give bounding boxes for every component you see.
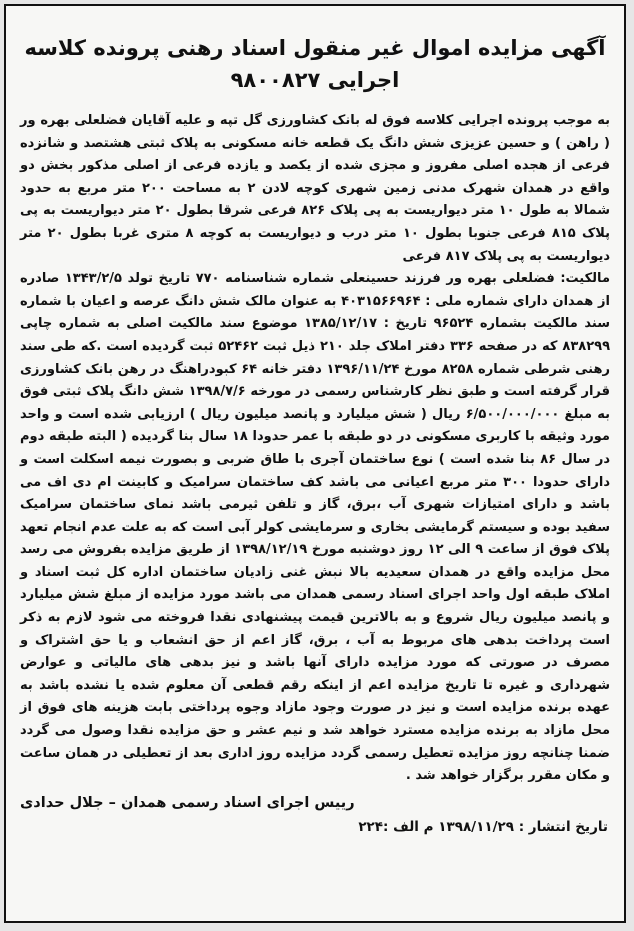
notice-paragraph-property: به موجب پرونده اجرایی کلاسه فوق له بانک کشاورزی گل تپه و علیه آقایان فضلعلی بهره ور ( راهن ) و حسین عزیزی شش دانگ یک قطعه خانه مسکونی به پلاک ثبتی هشتصد و شانزده فرعی از هجده اصلی مفروز و مجزی شده از یکصد و یازده فرعی از اصلی مذکور بخش دو واقع در همدان شهرک مدنی زمین شهری کوچه لادن ۲ به مساحت ۲۰۰ متر مربع به حدود شمالا به طول ۱۰ متر دیواریست به پی پلاک ۸۲۶ فرعی شرقا بطول ۲۰ متر دیواریست به پی پلاک ۸۱۵ فرعی جنوبا بطول ۱۰ متر درب و دیواریست به کوچه ۸ متری غربا بطول ۲۰ متر دیواریست به پی پلاک ۸۱۷ فرعی [20,113,611,264]
notice-signature: رییس اجرای اسناد رسمی همدان – جلال حدادی [20,794,355,811]
notice-body [20,110,610,788]
notice-page [4,4,626,923]
notice-paragraph-ownership: مالکیت: فضلعلی بهره ور فرزند حسینعلی شماره شناسنامه ۷۷۰ تاریخ تولد ۱۳۴۳/۲/۵ صادره از همدان دارای شماره ملی : ۴۰۳۱۵۶۶۹۶۴ به عنوان مالک شش دانگ عرصه و اعیان با شماره سند مالکیت بشماره ۹۶۵۲۴ تاریخ : ۱۳۸۵/۱۲/۱۷ موضوع سند مالکیت اصلی به شماره چاپی ۸۳۸۲۹۹ که در صفحه ۳۳۶ دفتر املاک جلد ۲۱۰ ذیل ثبت ۵۲۴۶۲ ثبت گردیده است .که طی سند رهنی شرطی شماره ۸۲۵۸ مورخ ۱۳۹۶/۱۱/۲۴ دفتر خانه ۶۴ کبودراهنگ در رهن بانک کشاورزی قرار گرفته است و طبق نظر کارشناس رسمی در مورخه ۱۳۹۸/۷/۶ شش دانگ پلاک ثبتی فوق به مبلغ ۶/۵۰۰/۰۰۰/۰۰۰ ریال ( شش میلیارد و پانصد میلیون ریال ) ارزیابی شده است و واحد مورد وثیقه با کاربری مسکونی در دو طبقه با عمر حدودا ۱۸ سال بنا گردیده ( البته طبقه دوم در سال ۸۶ بنا شده است ) نوع ساختمان آجری با طاق ضربی و بصورت نیمه اسکلت است و دارای حدودا ۳۰۰ متر مربع اعیانی می باشد کف ساختمان سرامیک و کابینت ام دی اف می باشد و دارای امتیازات شهری آب ،برق، گاز و تلفن ثیرمی باشد نمای ساختمان سرامیک سفید بوده و سیستم گرمایشی بخاری و سرمایشی کولر آبی است که به علت عدم انجام تعهد پلاک فوق از ساعت ۹ الی ۱۲ روز دوشنبه مورخ ۱۳۹۸/۱۲/۱۹ از طریق مزایده بفروش می رسد محل مزایده واقع در همدان سعیدیه بالا نبش غنی زادیان ساختمان اداره کل ثبت اسناد و املاک طبقه اول واحد اجرای اسناد رسمی همدان می باشد مورد مزایده از مبلغ شش میلیارد و پانصد میلیون ریال شروع و به بالاترین قیمت پیشنهادی نقدا فروخته می شود لازم به ذکر است پرداخت بدهی های مربوط به آب ، برق، گاز اعم از حق انشعاب و یا حق اشتراک و مصرف در صورتی که مورد مزایده دارای آنها باشد و نیز بدهی های مالیاتی و عوارض شهرداری و غیره تا تاریخ مزایده اعم از اینکه رقم قطعی آن معلوم شده یا نشده باشد به عهده برنده مزایده است و نیز در صورت وجود مازاد وجوه پرداختی بابت هزینه های فوق از محل مازاد به برنده مزایده مسترد خواهد شد و نیم عشر و حق مزایده نقدا وصول می گردد ضمنا چنانچه روز مزایده تعطیل رسمی گردد مزایده روز اداری بعد از تعطیلی در همان ساعت و مکان مقرر برگزار خواهد شد . [20,271,610,784]
notice-title: آگهی مزایده اموال غیر منقول اسناد رهنی پرونده کلاسه اجرایی ۹۸۰۰۸۲۷ [24,36,606,92]
notice-publication-info: تاریخ انتشار : ۱۳۹۸/۱۱/۲۹ م الف :۲۲۴ [358,818,608,835]
